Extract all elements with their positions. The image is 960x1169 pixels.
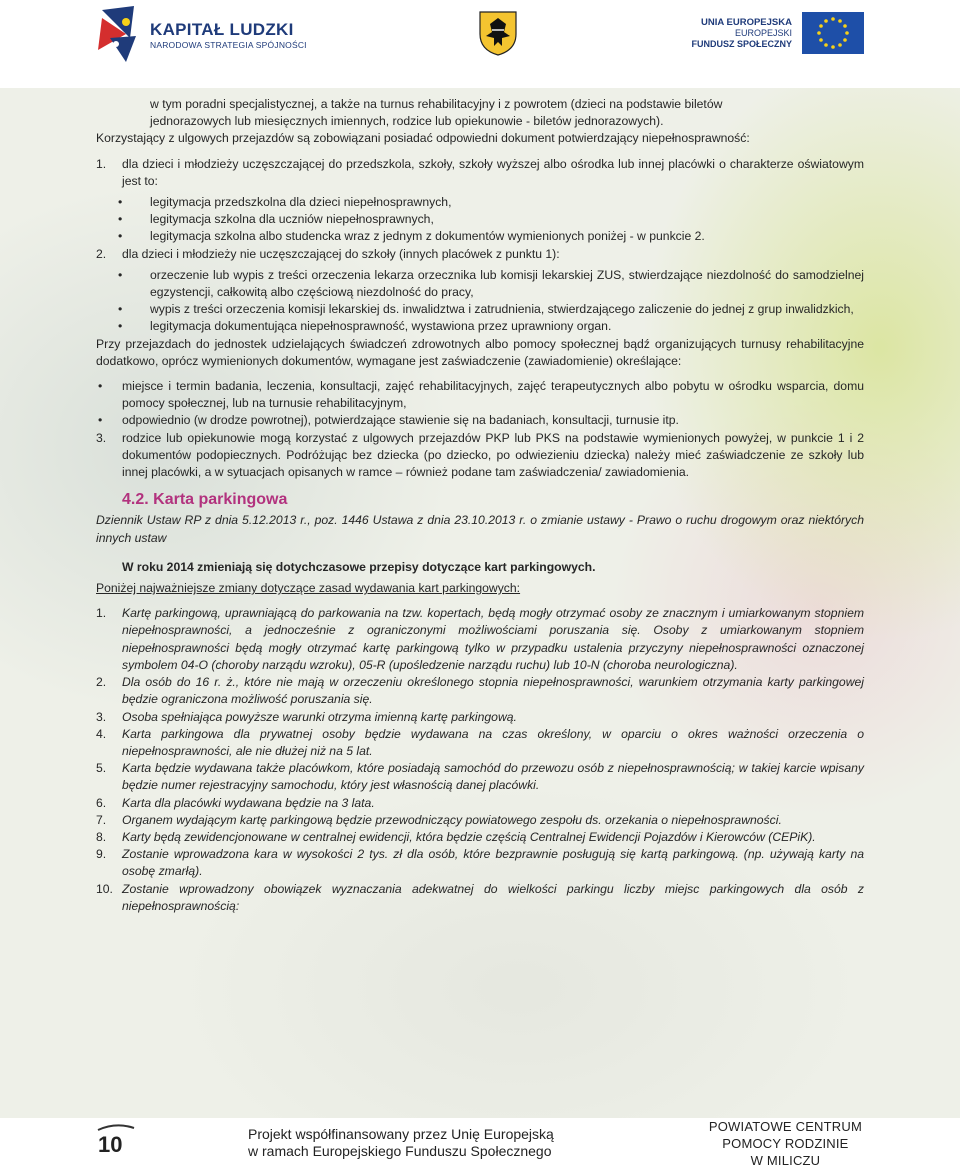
change-item-number: 7. xyxy=(96,812,107,827)
change-item xyxy=(96,846,864,880)
list-item-2-number: 2. xyxy=(96,246,107,261)
law-reference: Dziennik Ustaw RP z dnia 5.12.2013 r., poz. 1446 Ustawa z dnia 23.10.2013 r. o zmianie ustawy - Prawo o ruchu drogowym oraz niektórych innych ustaw xyxy=(96,513,864,545)
list-item-3 xyxy=(96,430,864,482)
list-item-2-text: dla dzieci i młodzieży nie uczęszczającej do szkoły (innych placówek z punktu 1): xyxy=(122,246,560,261)
change-item-text: Zostanie wprowadzona kara w wysokości 2 tys. zł dla osób, które bezprawnie posługują się kartą parkingową. (np. używają karty na osobę zmarłą). xyxy=(122,847,864,879)
eu-text-block xyxy=(691,17,792,50)
change-item-number: 10. xyxy=(96,881,113,896)
change-item-text: Karta parkingowa dla prywatnej osoby będzie wydawana na czas określony, w oparciu o okres ważności orzeczenia o niepełnosprawności, ale nie dłużej niż na 5 lat. xyxy=(122,726,864,758)
organization-line-1: POWIATOWE CENTRUM xyxy=(708,1119,862,1134)
page-content xyxy=(96,96,864,915)
list-item-3-text: rodzice lub opiekunowie mogą korzystać z ulgowych przejazdów PKP lub PKS na podstawie wymienionych powyżej, w punkcie 1 i 2 dokumentów podopiecznych. Podróżując bez dziecka (po dziecko, po odwiezieniu dziecka) należy mieć zaświadczenie ze szkoły lub innej placówki, a w sytuacjach opisanych w ramce – również podane tam zaświadczenia/ zawiadomienia. xyxy=(122,430,864,480)
project-note xyxy=(248,1126,554,1160)
kapital-ludzki-title: KAPITAŁ LUDZKI xyxy=(150,20,294,39)
change-item-text: Karta dla placówki wydawana będzie na 3 lata. xyxy=(122,795,375,810)
change-item xyxy=(96,726,864,760)
change-item-text: Kartę parkingową, uprawniającą do parkowania na tzw. kopertach, będą mogły otrzymać osoby ze znacznym i umiarkowanym stopniem niepełnosprawności, a jednocześnie z ograniczonymi możliwościami poruszania się. Osoby z umiarkowanym stopniem niepełnosprawności będą mogły otrzymać kartę parkingową tylko w przypadku ustalenia przyczyny niepełnosprawności oznaczonej symbolem 04-O (choroby narządu wzroku), 05-R (upośledzenie narządu ruchu) lub 10-N (choroba neurologiczna). xyxy=(122,606,864,672)
change-item-number: 6. xyxy=(96,795,107,810)
eu-label-european: EUROPEJSKI xyxy=(734,28,792,38)
coat-of-arms-icon xyxy=(478,10,518,56)
list-item-3-number: 3. xyxy=(96,430,107,445)
change-item-number: 4. xyxy=(96,726,107,741)
change-item xyxy=(96,605,864,674)
organization-line-3: W MILICZU xyxy=(750,1153,821,1168)
bullet-item: • legitymacja dokumentująca niepełnosprawność, wystawiona przez uprawniony organ. xyxy=(96,318,864,335)
project-note-line-1: Projekt współfinansowany przez Unię Europejską xyxy=(248,1126,554,1142)
change-item-text: Karta będzie wydawana także placówkom, które posiadają samochód do przewozu osób z niepełnosprawnością; w takiej karcie wpisany będzie numer rejestracyjny samochodu, który jest własnością danej placówki. xyxy=(122,761,864,793)
bullet-item: • legitymacja przedszkolna dla dzieci niepełnosprawnych, xyxy=(96,194,864,211)
paragraph-certificate: Przy przejazdach do jednostek udzielających świadczeń zdrowotnych albo pomocy społecznej bądź organizujących turnusy rehabilitacyjne dodatkowo, oprócz wymienionych dokumentów, wymagane jest zaświadczenie (zawiadomienie) określające: xyxy=(96,336,864,368)
page-footer xyxy=(0,1118,960,1169)
kapital-ludzki-subtitle: NARODOWA STRATEGIA SPÓJNOŚCI xyxy=(150,40,307,50)
eu-label-social-fund: FUNDUSZ SPOŁECZNY xyxy=(691,39,792,49)
page-header xyxy=(0,0,960,88)
project-note-line-2: w ramach Europejskiego Funduszu Społecznego xyxy=(248,1143,552,1159)
list-item-1 xyxy=(96,156,864,190)
bullet-item: • legitymacja szkolna dla uczniów niepełnosprawnych, xyxy=(96,211,864,228)
change-item-number: 1. xyxy=(96,606,107,621)
change-item-number: 9. xyxy=(96,847,107,862)
eu-flag-icon xyxy=(802,12,864,54)
paragraph-travel-continued-1: w tym poradni specjalistycznej, a także na turnus rehabilitacyjny i z powrotem (dzieci na podstawie biletów xyxy=(150,97,723,111)
bold-notice: W roku 2014 zmieniają się dotychczasowe przepisy dotyczące kart parkingowych. xyxy=(122,559,596,574)
organization-line-2: POMOCY RODZINIE xyxy=(722,1136,849,1151)
page-number: 10 xyxy=(98,1132,123,1157)
list-item-1-text: dla dzieci i młodzieży uczęszczającej do przedszkola, szkoły, szkoły wyższej albo ośrodka lub innej placówki o charakterze oświatowym jest to: xyxy=(122,156,864,188)
organization-name xyxy=(709,1118,862,1169)
bullet-item: • odpowiednio (w drodze powrotnej), potwierdzające stawienie się na badaniach, konsultacji, turnusie itp. xyxy=(96,412,864,429)
change-item-text: Karty będą zewidencjonowane w centralnej ewidencji, która będzie częścią Centralnej Ewidencji Pojazdów i Kierowców (CEPiK). xyxy=(122,829,816,844)
section-title: 4.2. Karta parkingowa xyxy=(122,491,288,509)
paragraph-travel-continued-2: jednorazowych lub miesięcznych imiennych, rodzice lub opiekunowie - biletów jednorazowych). xyxy=(150,114,664,129)
change-item xyxy=(96,795,864,812)
change-item-number: 3. xyxy=(96,709,107,724)
change-item-number: 2. xyxy=(96,675,107,690)
bullet-item: • orzeczenie lub wypis z treści orzeczenia lekarza orzecznika lub komisji lekarskiej ZUS, stwierdzające niezdolność do samodzielnej egzystencji, całkowitą albo częściową niezdolność do pracy, xyxy=(96,267,864,301)
change-item-number: 5. xyxy=(96,761,107,776)
bullet-item: • wypis z treści orzeczenia komisji lekarskiej ds. inwalidztwa i zatrudnienia, stwierdzającego zaliczenie do jednej z grup inwalidzkich, xyxy=(96,301,864,318)
change-item xyxy=(96,760,864,794)
change-item-number: 8. xyxy=(96,829,107,844)
change-item-text: Zostanie wprowadzony obowiązek wyznaczania adekwatnej do wielkości parkingu liczby miejsc parkingowych dla osób z niepełnosprawnością: xyxy=(122,881,864,913)
list-item-2 xyxy=(96,246,864,263)
change-item-text: Dla osób do 16 r. ż., które nie mają w orzeczeniu określonego stopnia niepełnosprawności, warunkiem otrzymania karty parkingowej będzie ograniczona możliwość poruszania się. xyxy=(122,675,864,707)
list-item-1-number: 1. xyxy=(96,156,107,171)
bullet-item: • miejsce i termin badania, leczenia, konsultacji, zajęć rehabilitacyjnych, zajęć terapeutycznych albo pobytu w ośrodku wsparcia, domu pomocy społecznej, lub na turnusie rehabilitacyjnym, xyxy=(96,378,864,412)
change-item-text: Osoba spełniająca powyższe warunki otrzyma imienną kartę parkingową. xyxy=(122,709,517,724)
change-item xyxy=(96,674,864,708)
change-item xyxy=(96,881,864,915)
change-item-text: Organem wydającym kartę parkingową będzie przewodniczący powiatowego zespołu ds. orzekania o niepełnosprawności. xyxy=(122,812,782,827)
bullet-item: • legitymacja szkolna albo studencka wraz z jednym z dokumentów wymienionych poniżej - w punkcie 2. xyxy=(96,228,864,245)
change-item xyxy=(96,829,864,846)
changes-intro: Poniżej najważniejsze zmiany dotyczące zasad wydawania kart parkingowych: xyxy=(96,581,521,596)
paragraph-required-document: Korzystający z ulgowych przejazdów są zobowiązani posiadać odpowiedni dokument potwierdzający niepełnosprawność: xyxy=(96,131,750,146)
change-item xyxy=(96,709,864,726)
change-item xyxy=(96,812,864,829)
changes-list xyxy=(96,605,864,915)
eu-label-union: UNIA EUROPEJSKA xyxy=(701,17,792,28)
